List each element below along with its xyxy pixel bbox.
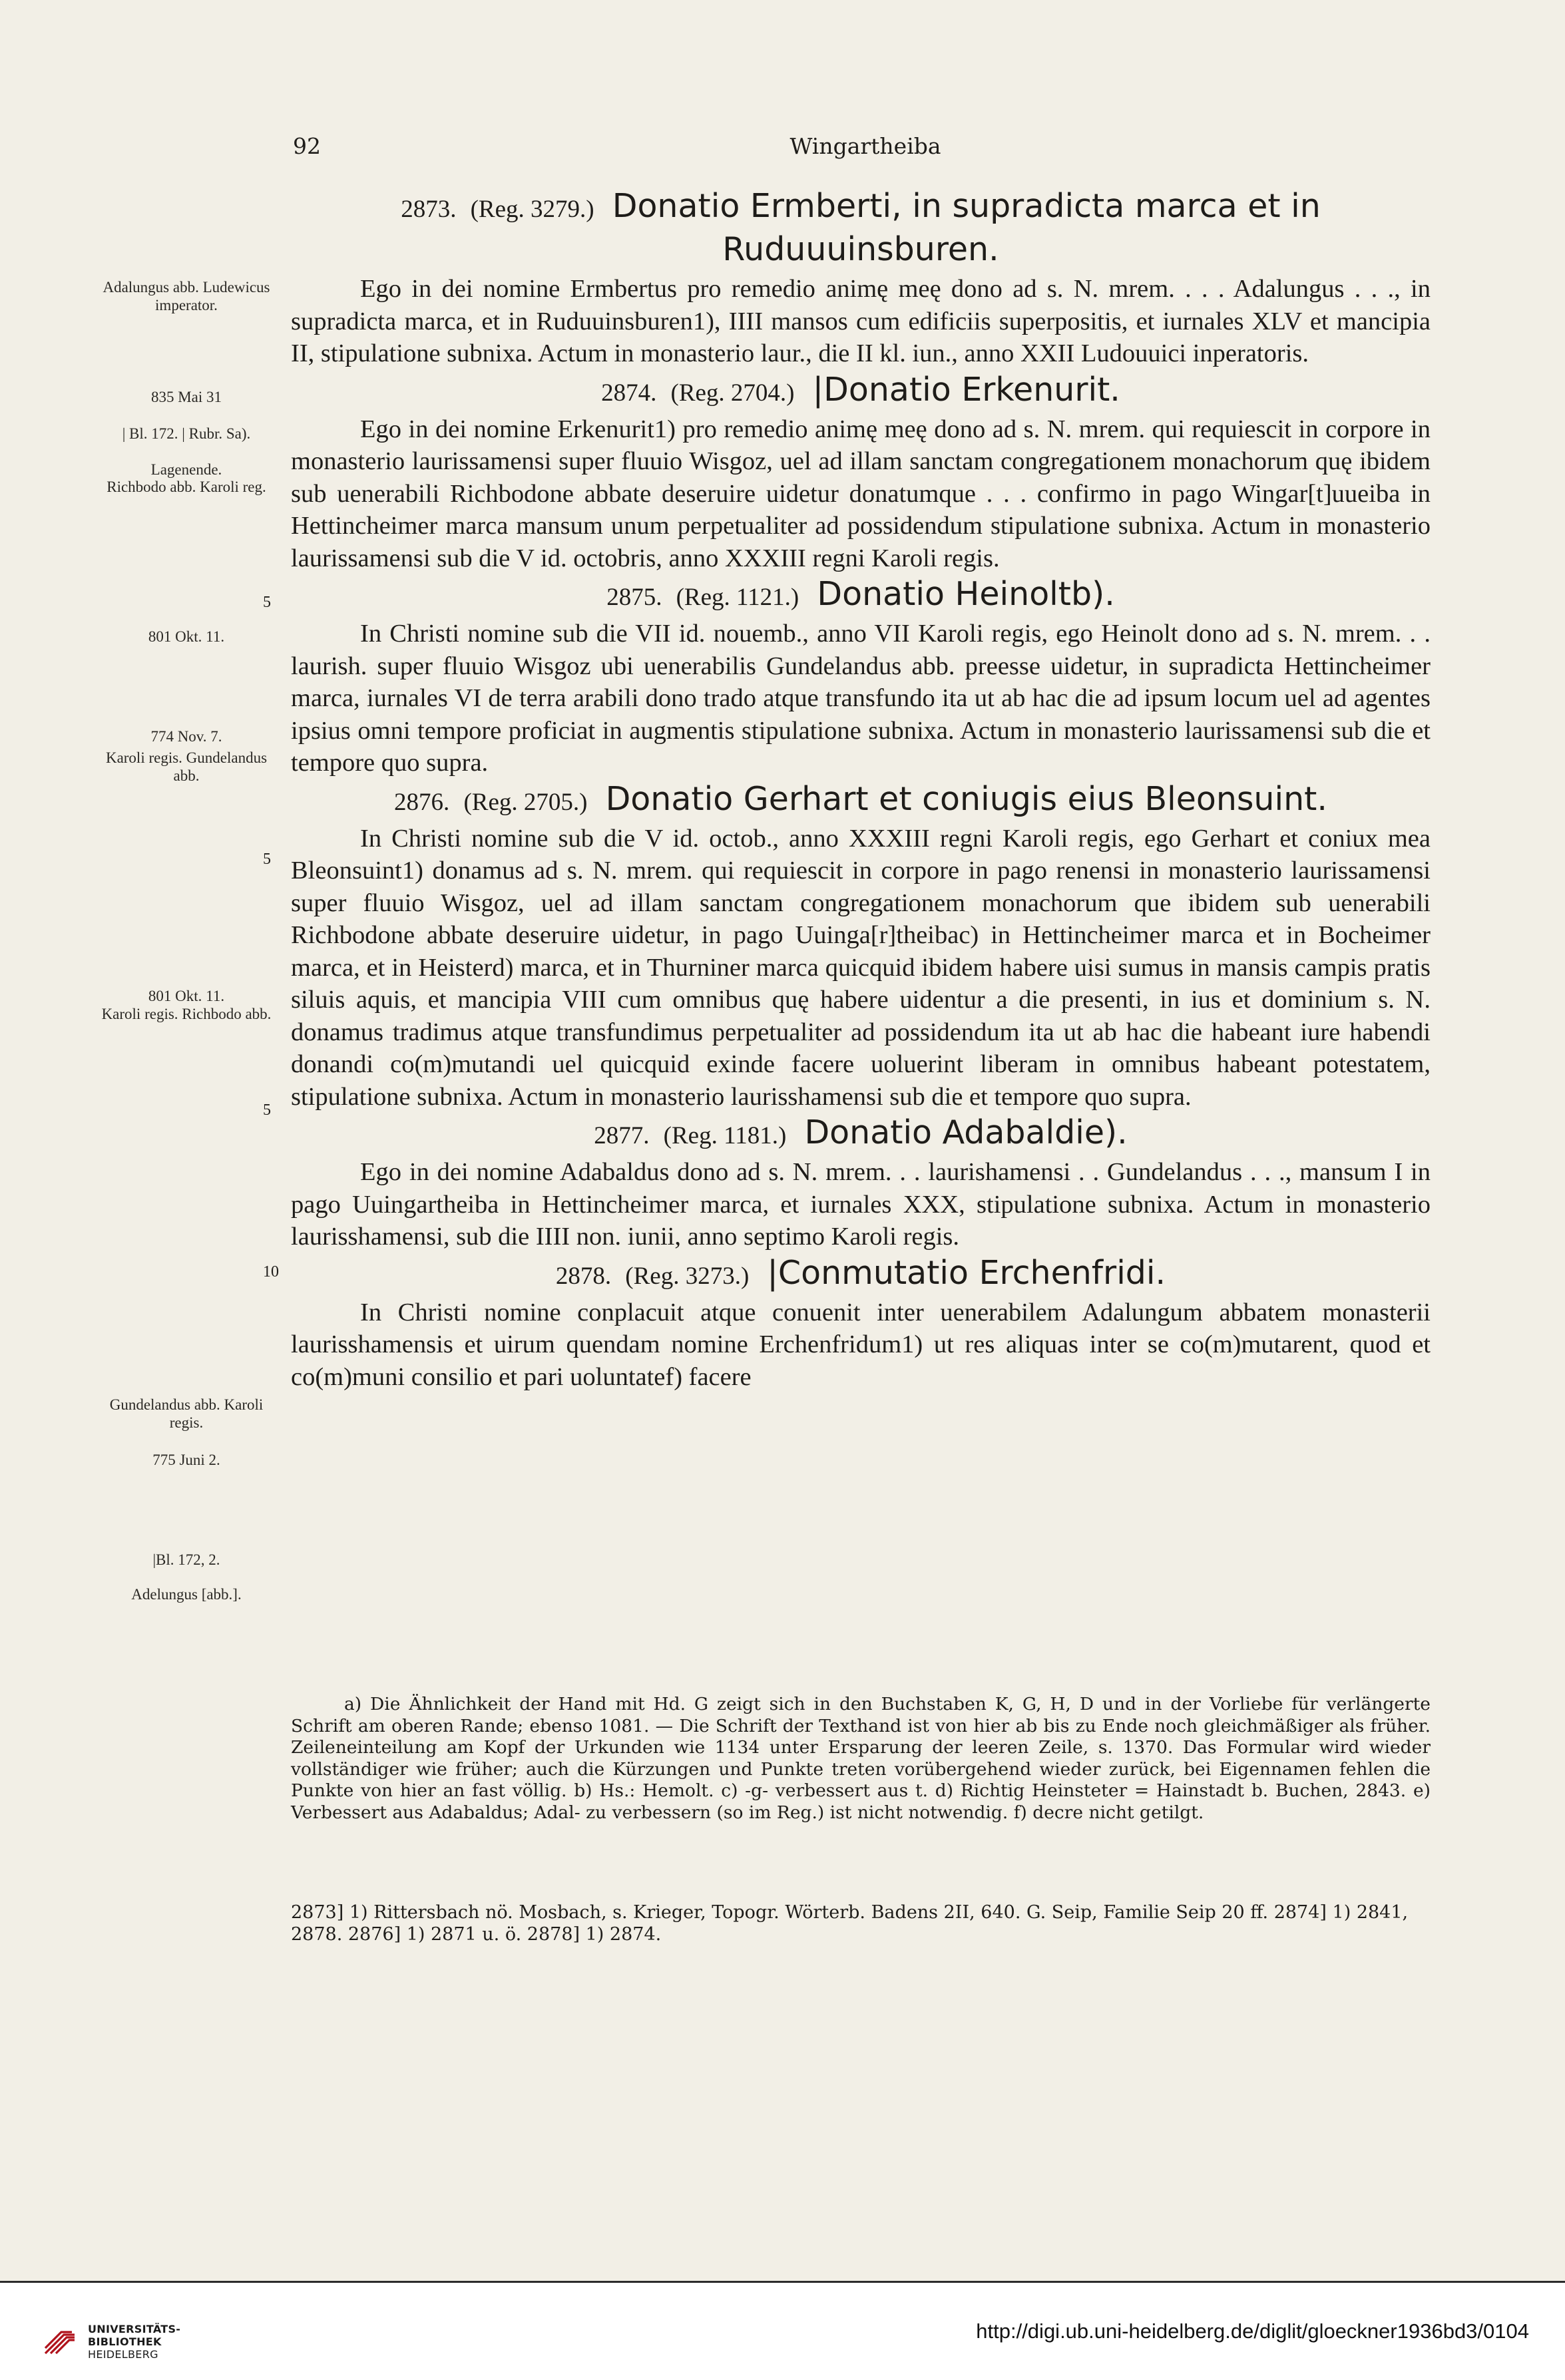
entry-paragraph: Ego in dei nomine Adabaldus dono ad s. N. mrem. . . laurishamensi . . Gundelandus . . ., mansum I in pago Uuingartheiba in Hettincheimer marca, et iurnales XXX, stipulatione subnixa. Actum in monasterio laurisshamensi, sub die IIII non. iunii, anno septimo Karoli regis. bbox=[291, 1158, 1431, 1251]
entry-number: 2875. bbox=[606, 584, 662, 611]
margin-note: Karoli regis. Richbodo abb. bbox=[101, 1006, 272, 1022]
entry-heading bbox=[291, 186, 1431, 273]
margin-note: Richbodo abb. Karoli reg. bbox=[107, 479, 266, 495]
charter-entry bbox=[291, 186, 1431, 370]
margin-note: 775 Juni 2. bbox=[152, 1452, 220, 1468]
margin-note: 801 Okt. 11. bbox=[148, 988, 225, 1004]
footnote-block: a) Die Ähnlichkeit der Hand mit Hd. G zeigt sich in den Buchstaben K, G, H, D und in der Vorliebe für verlängerte Schrift am oberen Rande; ebenso 1081. — Die Schrift der Texthand ist von hier ab bis zu Ende noch gleichmäßiger als früher. Zeileneinteilung am Kopf der Urkunden wie 1134 unter Ersparung der leeren Zeile, s. 1370. Das Formular wird wieder vollständiger wie früher; auch die Kürzungen und Punkte treten vorübergehend wieder zurück, bei Eigennamen fehlen die Punkte von hier an fast völlig. b) Hs.: Hemolt. c) -g- verbessert aus t. d) Richtig Heinsteter = Hainstadt b. Buchen, 2843. e) Verbessert aus Adabaldus; Adal- zu verbessern (so im Reg.) ist nicht notwendig. f) decre nicht getilgt. bbox=[291, 1694, 1431, 1823]
entry-heading bbox=[291, 574, 1431, 618]
entry-text bbox=[291, 273, 1431, 370]
entry-paragraph: Ego in dei nomine Ermbertus pro remedio animę meę dono ad s. N. mrem. . . . Adalungus . . ., in supradicta marca, et in Ruduuinsburen1), IIII mansos cum edificiis superpositis, et iurnales XLV et mancipia II, stipulatione subnixa. Actum in monasterio laur., die II kl. iun., anno XXII Ludouuici inperatoris. bbox=[291, 275, 1431, 367]
entry-number: 2877. bbox=[594, 1122, 650, 1149]
entry-heading bbox=[291, 1113, 1431, 1156]
entry-heading bbox=[291, 370, 1431, 413]
footnotes bbox=[291, 1694, 1431, 1824]
running-head bbox=[293, 133, 1438, 173]
entry-reg: (Reg. 2705.) bbox=[463, 788, 588, 816]
entry-reg: (Reg. 2704.) bbox=[670, 379, 795, 407]
library-logo-text bbox=[88, 2323, 180, 2361]
line-number: 5 bbox=[263, 594, 271, 611]
line-number: 5 bbox=[263, 851, 271, 868]
library-logo-icon bbox=[41, 2321, 79, 2359]
entry-paragraph: Ego in dei nomine Erkenurit1) pro remedio animę meę dono ad s. N. mrem. qui requiescit in corpore in monasterio laurissamensi super fluuio Wisgoz, uel ad illam sanctam congregationem monachorum quę ibidem sub uenerabili Richbodone abbate deseruire uidetur donatumque . . . confirmo in pago Wingar[t]uueiba in Hettincheimer marca mansum unum perpetualiter ad possidendum stipulatione subnixa. Actum in monasterio laurissamensi sub die V id. octobris, anno XXXIII regni Karoli regis. bbox=[291, 415, 1431, 572]
margin-note: Karoli regis. Gundelandus abb. bbox=[105, 749, 268, 784]
entry-title: |Donatio Erkenurit. bbox=[812, 370, 1120, 409]
entry-text bbox=[291, 413, 1431, 575]
margin-note: Gundelandus abb. Karoli regis. bbox=[109, 1396, 264, 1431]
charter-entry bbox=[291, 370, 1431, 575]
margin-note: | Bl. 172. | Rubr. Sa). bbox=[122, 425, 251, 442]
entry-number: 2874. bbox=[601, 379, 657, 407]
margin-note: Adelungus [abb.]. bbox=[131, 1586, 242, 1603]
margin-note: Adalungus abb. Ludewicus imperator. bbox=[103, 279, 270, 313]
permalink-url[interactable]: http://digi.ub.uni-heidelberg.de/diglit/gloeckner1936bd3/0104 bbox=[976, 2319, 1529, 2343]
entry-reg: (Reg. 1181.) bbox=[663, 1122, 787, 1149]
charter-entry bbox=[291, 1113, 1431, 1253]
entry-number: 2878. bbox=[555, 1262, 612, 1290]
entry-text bbox=[291, 1296, 1431, 1394]
entry-text bbox=[291, 823, 1431, 1113]
margin-note: |Bl. 172, 2. bbox=[152, 1551, 220, 1568]
logo-line: BIBLIOTHEK bbox=[88, 2335, 162, 2348]
logo-line: UNIVERSITÄTS- bbox=[88, 2323, 181, 2335]
entry-reg: (Reg. 3279.) bbox=[470, 196, 594, 223]
entry-title: Donatio Adabaldie). bbox=[804, 1113, 1128, 1151]
entry-paragraph: In Christi nomine sub die VII id. nouemb., anno VII Karoli regis, ego Heinolt dono ad s. N. mrem. . . laurish. super fluuio Wisgoz ubi uenerabilis Gundelandus abb. preesse uidetur, in supradicta Hettincheimer marca, iurnales VI de terra arabili dono trado atque transfundo ita ut ab hac die ad ipsum locum uel ad agentes ipsius omni tempore proficiat in augmentis stipulatione subnixa. Actum in monasterio laurissamensi sub die et tempore quo supra. bbox=[291, 620, 1431, 777]
page-number: 92 bbox=[293, 133, 321, 159]
entry-reg: (Reg. 3273.) bbox=[625, 1262, 750, 1290]
charter-entry bbox=[291, 574, 1431, 779]
entry-title: Donatio Gerhart et coniugis eius Bleonsuint. bbox=[605, 779, 1327, 818]
entry-text bbox=[291, 1156, 1431, 1253]
entry-title: Donatio Ermberti, in supradicta marca et in Ruduuuinsburen. bbox=[612, 187, 1321, 268]
entry-title: Donatio Heinoltb). bbox=[817, 575, 1115, 613]
margin-note: 835 Mai 31 bbox=[150, 389, 222, 405]
charter-entry bbox=[291, 1253, 1431, 1394]
margin-note: 801 Okt. 11. bbox=[148, 628, 225, 645]
reference-notes bbox=[291, 1901, 1431, 1945]
line-number: 5 bbox=[263, 1101, 271, 1119]
logo-line: HEIDELBERG bbox=[88, 2348, 158, 2361]
entry-paragraph: In Christi nomine conplacuit atque conuenit inter uenerabilem Adalungum abbatem monasterii laurisshamensis et uirum quendam nomine Erchenfridum1) ut res aliquas inter se co(m)mutarent, quod et co(m)muni consilio et pari uoluntatef) facere bbox=[291, 1298, 1431, 1391]
entry-heading bbox=[291, 1253, 1431, 1296]
margin-note: 774 Nov. 7. bbox=[150, 728, 222, 745]
entry-text bbox=[291, 618, 1431, 779]
entry-title: |Conmutatio Erchenfridi. bbox=[767, 1253, 1166, 1292]
line-number: 10 bbox=[263, 1263, 279, 1281]
charter-entry bbox=[291, 779, 1431, 1113]
main-text bbox=[291, 186, 1431, 1393]
running-title: Wingartheiba bbox=[789, 133, 941, 159]
entry-heading bbox=[291, 779, 1431, 823]
entry-reg: (Reg. 1121.) bbox=[676, 584, 799, 611]
entry-number: 2876. bbox=[394, 788, 450, 816]
entry-number: 2873. bbox=[401, 196, 457, 223]
reference-block: 2873] 1) Rittersbach nö. Mosbach, s. Krieger, Topogr. Wörterb. Badens 2II, 640. G. Seip, Familie Seip 20 ff. 2874] 1) 2841, 2878. 2876] 1) 2871 u. ö. 2878] 1) 2874. bbox=[291, 1902, 1409, 1945]
margin-note: Lagenende. bbox=[150, 461, 222, 478]
entry-paragraph: In Christi nomine sub die V id. octob., anno XXXIII regni Karoli regis, ego Gerhart et coniux mea Bleonsuint1) donamus ad s. N. mrem. qui requiescit in corpore in pago renensi in monasterio laurissamensi super fluuio Wisgoz, uel ad illam sanctam congregationem monachorum que ibidem sub uenerabili Richbodone abbate deseruire uidetur, in pago Uuinga[r]theibac) in Hettincheimer marca et in Bocheimer marca, et in Heisterd) marca, et in Thurniner marca quicquid ibidem habere uisi sumus in mansis campis pratis siluis aquis, et mancipia VIII cum omnibus quę habere uidentur a die presenti, in ius et dominium s. N. donamus tradimus atque transfundimus perpetualiter ad possidendum ita ut ab hac die habeant iure habendi donandi co(m)mutandi uel quicquid exinde facere uoluerint liberam in omnibus habeant potestatem, stipulatione subnixa. Actum in monasterio laurisshamensi sub die et tempore quo supra. bbox=[291, 824, 1431, 1111]
